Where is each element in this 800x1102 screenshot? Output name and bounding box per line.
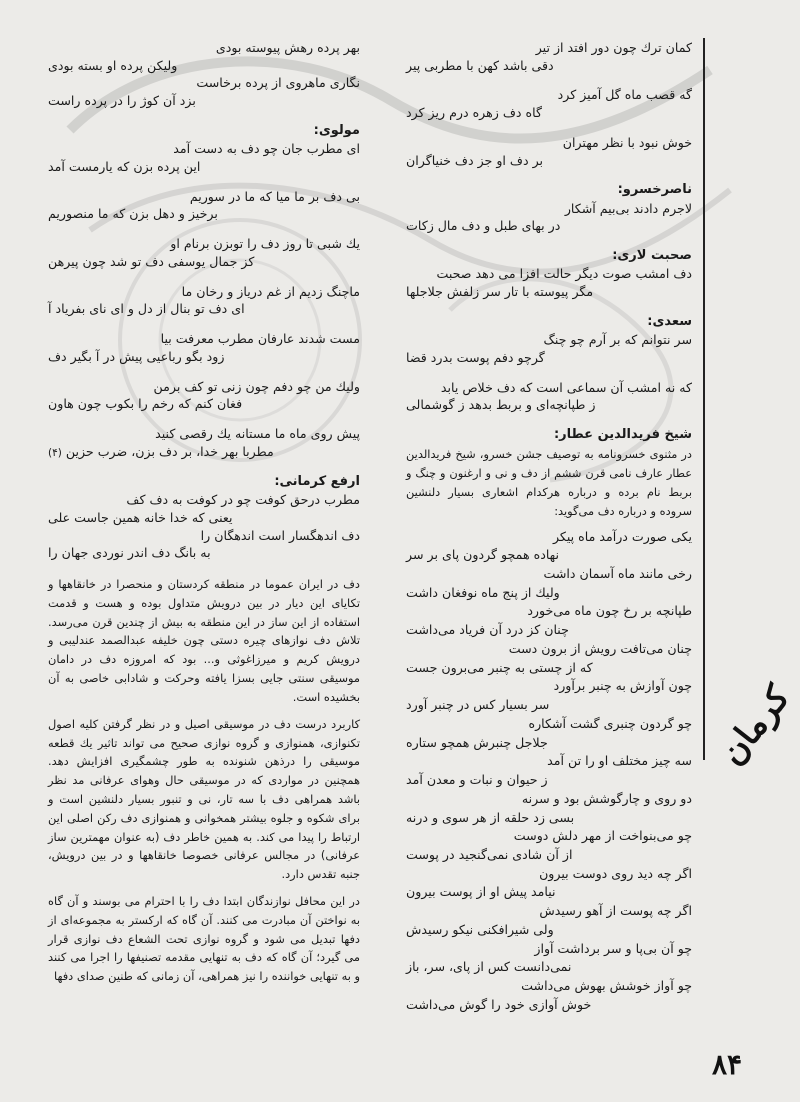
verse-line: بسى زد حلقه از هر سوى و درنه [406,809,575,825]
poet-heading: شيخ فريدالدين عطار: [553,427,692,443]
stanza [48,426,360,460]
verse-line: سر بسيار كس در چنبر آورد [406,697,550,713]
verse-text: مطربا بهر خدا، بر دف بزن، ضرب حزين [65,443,274,459]
verse-line: از آن شادى نمى‌گنجيد در پوست [406,847,573,863]
stanza [406,266,692,299]
verse-line: وليك از پنج ماه نوفغان داشت [406,584,560,600]
poet-heading: ارفع كرمانى: [274,473,360,489]
verse-line: وليكن پرده او بسته بودى [48,57,178,73]
page-number: ۸۴ [712,1048,743,1081]
verse-line: چو آواز خوشش بهوش مى‌داشت [521,978,692,994]
verse-line: ز طپانچه‌اى و بربط بدهد ز گوشمالى [406,397,596,413]
verse-line: اين پرده بزن كه يارمست آمد [48,158,201,174]
verse-line: كز جمال يوسفى دف تو شد چون پيرهن [48,253,255,269]
stanza [406,380,692,413]
verse-line: چون آوازش به چنبر برآورد [553,678,692,694]
attar-intro: در مثنوى خسرونامه به توصيف جشن خسرو، شيخ فريدالدين عطار عارف نامى قرن ششم از دف و نى و ارغنون و چنگ و بربط نام برده و درباره هركدام اشعارى بسيار دلنشين سروده و درباره دف مى‌گويد: [406,447,692,518]
verse-line: چو گردون چنبرى گشت آشكاره [528,715,692,731]
footnote-mark: (۴) [48,446,62,459]
verse-line: فغان كنم كه رخم را بكوب چون هاون [48,396,243,412]
verse-line: گه قصب ماه گل آميز كرد [557,87,692,103]
verse-line: مگر پيوسته با تار سر زلفش جلاجلها [406,284,594,300]
verse-line: گرچو دفم پوست بدرد قضا [406,349,545,365]
verse-line: ولى شيرافكنى نيكو رسيدش [406,921,554,937]
verse-line: سر نتوانم كه بر آرم چو چنگ [543,332,692,348]
verse-line: رخى مانند ماه آسمان داشت [543,566,692,581]
stanza [406,135,692,168]
prose-paragraph: دف در ايران عموما در منطقه كردستان و منحصرا در خانقاهها و تكاياى اين ديار در بين درويش متداول بوده و هست و قدمت استفاده از اين ساز در اين منطقه به بيش از چندين قرن مى‌رسد. تلاش دف نوازهاى چيره دستى چون خليفه عبدالصمد عندليبى و درويش كريم و ميرزاغوثى و... بود كه امروزه دف در دامان موسيقى سنتى جايى بسزا يافته وحركت و شادابى خاصى به آن بخشيده است. [48,577,360,704]
verse-line: دقى باشد كهن با مطربى پير [406,57,554,73]
poet-heading: ناصرخسرو: [617,182,692,198]
verse-line: بهر پرده رهش پيوسته بودى [215,40,360,55]
verse-line: يعنى كه خدا خانه همين جاست على [48,509,233,525]
column-divider [703,38,705,760]
verse-line: دف اندهگسار است اندهگان را [200,527,360,543]
verse-line: لاجرم دادند بى‌بيم آشكار [564,200,692,216]
verse-line: نگارى ماهروى از پرده برخاست [196,75,360,91]
stanza [48,284,360,317]
verse-line: نهاده همچو گردون پاى بر سر [406,547,559,563]
verse-line: چو مى‌بنواخت از مهر دلش دوست [513,828,692,844]
stanza [48,141,360,174]
stanza [406,87,692,120]
attar-verses [406,529,692,1013]
verse-line: در بهاى طبل و دف مال زكات [406,218,561,234]
stanza [48,40,360,109]
stanza [48,331,360,364]
poet-heading: مولوى: [313,122,360,138]
verse-line: طپانچه بر رخ چون ماه مى‌خورد [527,603,692,619]
verse-line: يكى صورت درآمد ماه پيكر [552,528,692,544]
verse-line: گاه دف زهره درم ريز كرد [406,105,542,121]
stanza [406,332,692,365]
verse-line: نيامد پيش او از پوست بيرون [406,884,556,900]
section-title: كرمان [712,678,799,773]
left-column [48,40,360,994]
verse-line: ز حيوان و نبات و معدن آمد [406,772,548,788]
poet-heading: سعدى: [647,313,692,329]
stanza [48,236,360,269]
stanza [406,40,692,73]
verse-line: چنان كز درد آن فرياد مى‌داشت [406,622,569,638]
stanza [406,201,692,234]
verse-line: كه از چستى به چنبر مى‌برون جست [406,659,593,675]
verse-line: چو آن بى‌پا و سر برداشت آواز [534,940,692,956]
verse-line: وليك من چو دفم چون زنى تو كف برمن [153,378,360,394]
verse-line: برخيز و دهل بزن كه ما منصوريم [48,206,218,222]
prose-paragraph: در اين محافل نوازندگان ابتدا دف را با احترام مى بوسند و آن گاه به نواختن آن مبادرت مى كنند. آن گاه كه اركستر به مجموعه‌اى از دفها تبديل مى شود و گروه نوازى تحت الشعاع دف نوازى قرار مى گيرد؛ آن گاه كه دف به تنهايى مقدمه تصنيفها را اجرا مى كنند و به تنهايى خواننده را نيز همراهى، آن زمانى كه طنين صداى دفها [48,894,360,984]
verse-line: مست شدند عارفان مطرب معرفت بيا [160,331,360,347]
verse-line: بزد آن كوژ را در پرده راست [48,93,196,109]
verse-line: كه نه امشب آن سماعى است كه دف خلاص يابد [440,379,692,395]
stanza [48,189,360,222]
stanza [48,379,360,412]
verse-line: چنان مى‌تافت رويش از برون دست [508,640,692,656]
verse-line: جلاجل چنبرش همچو ستاره [406,734,548,750]
verse-line: اى دف تو بنال از دل و اى ناى بفرياد آ [48,301,245,317]
verse-line: اگر چه ديد روى دوست بيرون [539,865,692,881]
verse-line: پيش روى ماه ما مستانه يك رقصى كنيد [155,426,360,441]
prose-paragraph: كاربرد درست دف در موسيقى اصيل و در نظر گرفتن كليه اصول تكنوازى، همنوازى و گروه نوازى صحيح مى تواند تاثير يك قطعه موسيقى را درذهن شنونده به طور چشمگيرى افزايش دهد. همچنين در مواردى كه در موسيقى حال وهواى عرفانى مد نظر باشد همراهى دف با سه تار، نى و تنبور بسيار دلنشين است و براى شكوه و جلوه بيشتر همخوانى و همنوازى دف ركن اصلى اين ارتباط را پيدا مى كند. به همين خاطر دف (به عنوان مهمترين ساز عرفانى) در مجالس عرفانى خصوصا خانقاهها و در بين درويش، جنبه تقدس دارد. [48,716,360,882]
verse-line: نمى‌دانست كس از پاى، سر، باز [406,959,572,975]
right-column [406,40,692,1016]
verse-line: يك شبى تا روز دف را توبزن برنام او [170,236,360,252]
verse-line: زود بگو رباعيى پيش در آ بگير دف [48,348,225,364]
verse-line [48,444,360,460]
verse-line: بر دف او جز دف خنياگران [406,152,544,168]
verse-line: خوش نبود با نظر مهتران [562,134,692,150]
poet-heading: صحبت لارى: [612,248,692,264]
verse-line: اى مطرب جان چو دف به دست آمد [173,141,360,157]
verse-line: دف امشب صوت ديگر حالت افزا مى دهد صحبت [436,266,692,282]
verse-line: ماچنگ زديم از غم درياز و رخان ما [181,283,360,299]
verse-line: اگر چه پوست از آهو رسيدش [539,903,692,919]
stanza [48,492,360,561]
verse-line: سه چيز مختلف او را تن آمد [547,753,692,769]
verse-line: بى دف بر ما ميا كه ما در سوريم [189,188,360,204]
verse-line: به بانگ دف اندر نوردى جهان را [48,545,211,561]
verse-line: خوش آوازى خود را گوش مى‌داشت [406,996,592,1012]
verse-line: كمان ترك چون دور افتد از تير [535,40,692,55]
verse-line: مطرب درحق كوفت چو در كوفت به دف كف [126,492,360,508]
verse-line: دو روى و چارگوشش بود و سرنه [521,790,692,806]
